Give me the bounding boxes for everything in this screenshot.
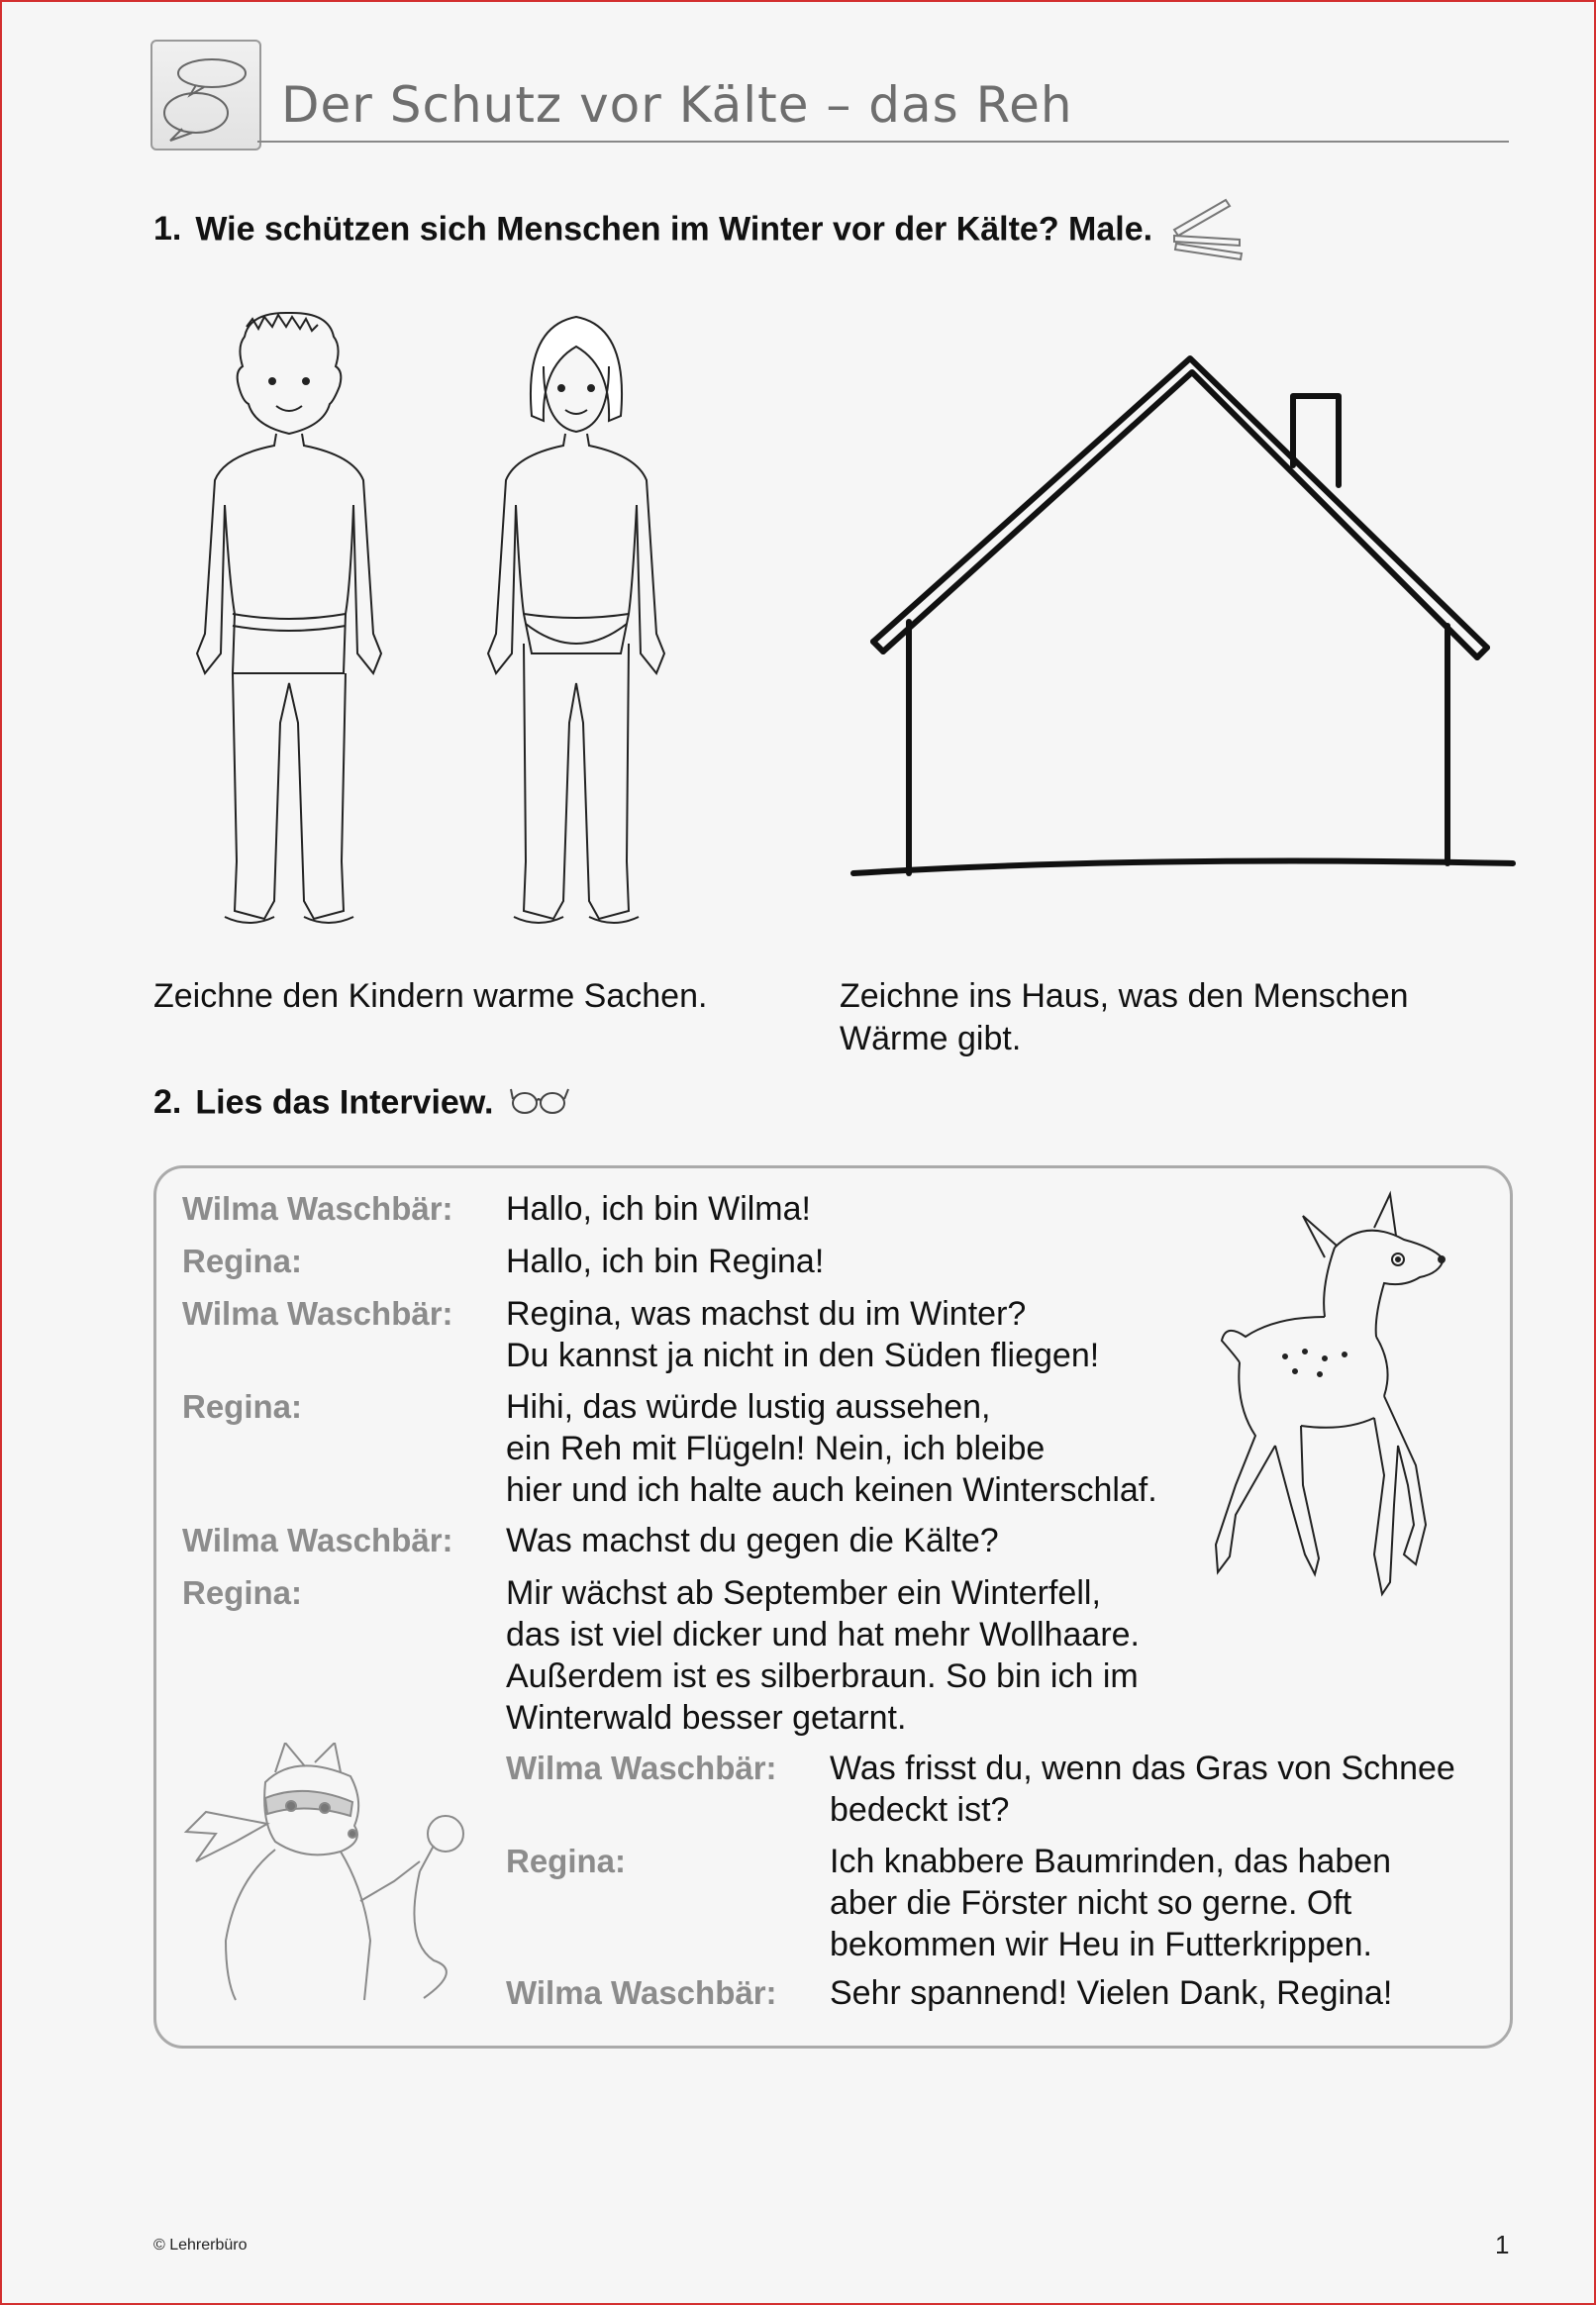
dialog-text: Was machst du gegen die Kälte?: [506, 1522, 999, 1559]
speaker-label: Wilma Waschbär:: [182, 1190, 453, 1227]
speaker-label: Regina:: [182, 1574, 303, 1611]
dialog-text: Ich knabbere Baumrinden, das haben: [830, 1843, 1392, 1880]
speaker-label: Regina:: [506, 1843, 627, 1879]
deer-illustration: [1196, 1188, 1493, 1639]
caption-house-line: Zeichne ins Haus, was den Menschen: [840, 977, 1409, 1015]
dialog-text: Regina, was machst du im Winter?: [506, 1295, 1027, 1333]
dialog-text: Sehr spannend! Vielen Dank, Regina!: [830, 1974, 1393, 2012]
dialog-text: Mir wächst ab September ein Winterfell,: [506, 1574, 1101, 1612]
dialog-text: das ist viel dicker und hat mehr Wollhaare.: [506, 1616, 1141, 1654]
dialog-text: hier und ich halte auch keinen Winterschlaf.: [506, 1471, 1157, 1509]
title-underline: [257, 141, 1509, 143]
interview-box: [153, 1165, 1513, 2049]
interview-line: [506, 1572, 1140, 1739]
dialog-text: Winterwald besser getarnt.: [506, 1699, 907, 1737]
page-title: Der Schutz vor Kälte – das Reh: [281, 76, 1073, 134]
pencils-icon: [1170, 192, 1249, 270]
copyright-notice: © Lehrerbüro: [153, 2237, 248, 2254]
page-number: 1: [1495, 2230, 1510, 2259]
speaker-label: Regina:: [182, 1388, 303, 1425]
speaker-label: Regina:: [182, 1243, 303, 1279]
task-2-number: 2.: [153, 1083, 182, 1122]
raccoon-illustration: [166, 1743, 503, 2015]
dialog-text: bekommen wir Heu in Futterkrippen.: [830, 1926, 1373, 1963]
interview-line: [830, 1972, 1392, 2014]
interview-line: [830, 1841, 1391, 1965]
caption-house: [840, 975, 1409, 1060]
interview-line: [506, 1293, 1099, 1376]
dialog-text: Außerdem ist es silberbraun. So bin ich im: [506, 1657, 1139, 1695]
speaker-label: Wilma Waschbär:: [182, 1522, 453, 1558]
dialog-text: Hallo, ich bin Regina!: [506, 1243, 825, 1280]
dialog-text: Hihi, das würde lustig aussehen,: [506, 1388, 991, 1426]
house-drawing: [844, 349, 1517, 908]
dialog-text: aber die Förster nicht so gerne. Oft: [830, 1884, 1352, 1922]
dialog-text: ein Reh mit Flügeln! Nein, ich bleibe: [506, 1430, 1046, 1467]
interview-line: [506, 1386, 1157, 1511]
dialog-text: Was frisst du, wenn das Gras von Schnee: [830, 1750, 1455, 1787]
task-2-text: Lies das Interview.: [195, 1083, 494, 1122]
dialog-text: Du kannst ja nicht in den Süden fliegen!: [506, 1337, 1100, 1374]
task-2-heading: [153, 1083, 570, 1126]
dialog-text: Hallo, ich bin Wilma!: [506, 1190, 811, 1228]
girl-figure: [472, 307, 680, 936]
boy-figure: [185, 307, 393, 936]
task-1-heading: [153, 192, 1249, 270]
speaker-label: Wilma Waschbär:: [506, 1974, 777, 2011]
caption-house-line: Wärme gibt.: [840, 1020, 1022, 1057]
interview-line: [506, 1520, 999, 1561]
task-1-number: 1.: [153, 210, 182, 249]
interview-line: [830, 1748, 1455, 1831]
caption-children: Zeichne den Kindern warme Sachen.: [153, 977, 708, 1015]
task-1-text: Wie schützen sich Menschen im Winter vor der Kälte? Male.: [195, 210, 1153, 249]
interview-line: [506, 1241, 824, 1282]
speech-bubbles-icon: [150, 40, 261, 150]
dialog-text: bedeckt ist?: [830, 1791, 1010, 1829]
speaker-label: Wilma Waschbär:: [182, 1295, 453, 1332]
glasses-icon: [509, 1083, 570, 1126]
speaker-label: Wilma Waschbär:: [506, 1750, 777, 1786]
interview-line: [506, 1188, 811, 1230]
